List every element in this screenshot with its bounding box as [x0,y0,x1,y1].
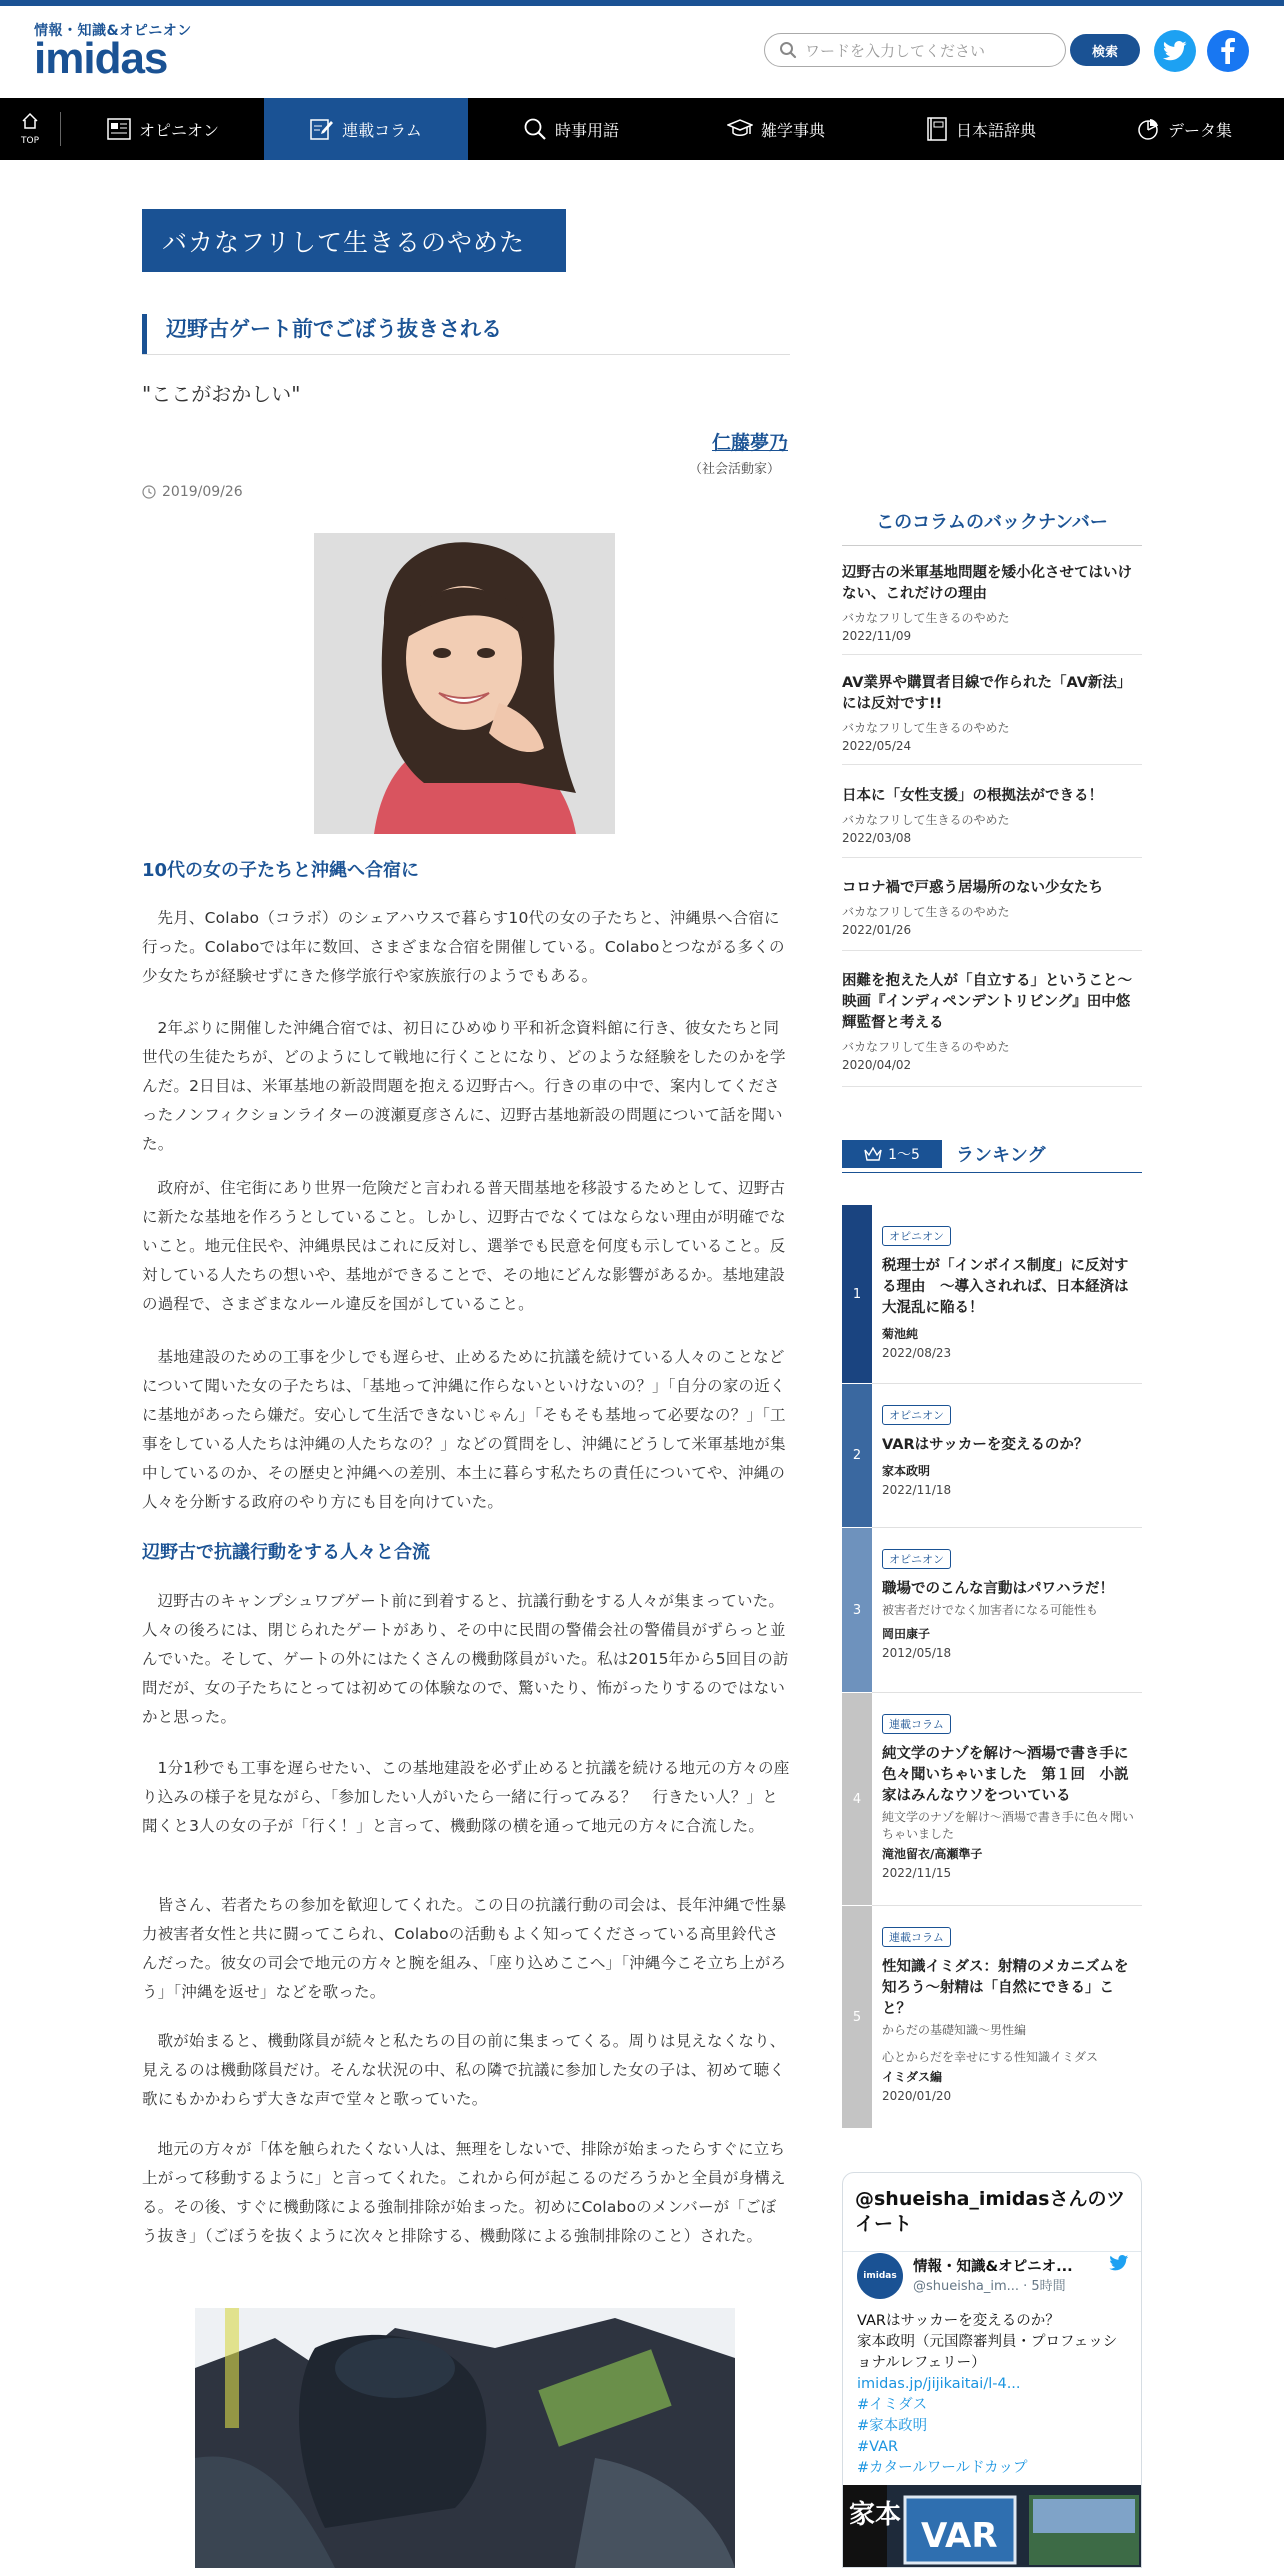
search-input[interactable] [805,40,1055,62]
pie-chart-icon [1136,117,1160,141]
backnumber-separator [842,1086,1142,1087]
ranking-divider [842,1172,1142,1173]
tweet-hashtag[interactable]: #VAR [857,2439,899,2455]
article-paragraph: 1分1秒でも工事を遅らせたい、この基地建設を必ず止めると抗議を続ける地元の方々の座り込みの様子を見ながら、「参加したい人がいたら一緒に行ってみる？ 行きたい人？」と聞くと3人の女の子が「行く！」と言って、機動隊の横を通って地元の方々に合流した。 [142,1759,790,1835]
nav-label-opinion: オピニオン [138,120,219,140]
ranking-heading: ランキング [956,1145,1046,1166]
twitter-timeline-heading: @shueisha_imidasさんのツイート [843,2173,1141,2252]
article-paragraph: 歌が始まると、機動隊員が続々と私たちの目の前に集まってくる。周りは見えなくなり、見えるのは機動隊員だけ。そんな状況の中、私の隣で抗議に参加した女の子は、初めて聴く歌にもかかわらず大きな声で堂々と歌っていた。 [142,2032,786,2108]
clock-icon [142,485,156,499]
tweet-link[interactable]: imidas.jp/jijikaitai/l-4... [857,2376,1021,2392]
tweet-author-handle: @shueisha_im... · 5時間 [913,2279,1066,2294]
site-logo[interactable] [34,20,192,83]
nav-item-opinion[interactable] [62,98,264,160]
search-button[interactable]: 検索 [1070,34,1140,66]
ranking-title: 性知識イミダス：射精のメカニズムを知ろう～射精は「自然にできる」こと？ [882,1959,1129,2017]
opinion-icon [107,118,131,140]
ranking-date: 2022/11/18 [882,1483,952,1497]
title-divider [142,354,790,355]
tweet-hashtag[interactable]: #カタールワールドカップ [857,2460,1028,2476]
backnumber-item[interactable] [842,786,1142,845]
search-icon [779,41,797,59]
nav-item-dictionary[interactable] [878,98,1084,160]
backnumber-date: 2022/05/24 [842,739,912,753]
ranking-title: 税理士が「インボイス制度」に反対する理由 ～導入されれば、日本経済は大混乱に陥る！ [882,1258,1129,1316]
ranking-number: 3 [842,1528,872,1692]
ranking-subtitle: 被害者だけでなく加害者になる可能性も [882,1603,1099,1617]
backnumber-title: AV業界や購買者目線で作られた「AV新法」には反対です!! [842,675,1132,712]
backnumber-divider [842,545,1142,546]
twitter-icon [1163,41,1187,61]
backnumber-separator [842,857,1142,858]
article-paragraph: 先月、Colabo（コラボ）のシェアハウスで暮らす10代の女の子たちと、沖縄県へ合宿に行った。Colaboでは年に数回、さまざまな合宿を開催している。Colaboとつながる多くの少女たちが経験せずにきた修学旅行や家族旅行のようでもある。 [142,909,785,985]
backnumber-item[interactable] [842,563,1142,643]
backnumber-item[interactable] [842,971,1142,1072]
ranking-category: 連載コラム [882,1927,951,1947]
article-title: 辺野古ゲート前でごぼう抜きされる [142,314,790,354]
article-paragraph: 地元の方々が「体を触られたくない人は、無理をしないで、排除が始まったらすぐに立ち上がって移動するように」と言ってくれた。これから何が起こるのだろうかと全員が身構える。その後、すぐに機動隊による強制排除が始まった。初めにColaboのメンバーが「ごぼう抜き」（ごぼうを抜くように次々と排除する、機動隊による強制排除のこと）された。 [142,2140,786,2245]
article-paragraph: 辺野古のキャンプシュワブゲート前に到着すると、抗議行動をする人々が集まっていた。人々の後ろには、閉じられたゲートがあり、その中に民間の警備会社の警備員がずらっと並んでいた。そして、ゲートの外にはたくさんの機動隊員がいた。私は2015年から5回目の訪問だが、女の子たちにとっては初めての体験なので、驚いたり、怖がったりするのではないかと思った。 [142,1592,789,1726]
nav-label-data: データ集 [1167,120,1232,140]
nav-item-trivia[interactable] [674,98,878,160]
global-nav [0,98,1284,160]
home-icon [21,112,39,130]
ranking-date: 2020/01/20 [882,2089,952,2103]
tweet-avatar: imidas [857,2253,903,2299]
backnumber-title: 困難を抱えた人が「自立する」ということ〜映画『インディペンデントリビング』田中悠輝監督と考える [842,973,1132,1031]
nav-item-terms[interactable] [468,98,674,160]
ranking-number: 4 [842,1693,872,1905]
logo-tagline: 情報・知識&オピニオン [34,23,192,39]
nav-label-column: 連載コラム [342,120,422,140]
graduation-cap-icon [727,118,753,140]
site-header [0,6,1284,98]
ranking-header [842,1140,1142,1170]
article-paragraph: 皆さん、若者たちの参加を歓迎してくれた。この日の抗議行動の司会は、長年沖縄で性暴力被害者女性と共に闘ってこられ、Colaboの活動もよく知ってくださっている高里鈴代さんだった。彼女の司会で地元の方々と腕を組み、「座り込めここへ」「沖縄今こそ立ち上がろう」「沖縄を返せ」などを歌った。 [142,1896,787,2001]
tweet-author[interactable] [857,2253,1129,2303]
ranking-subtitle: 純文学のナゾを解け～酒場で書き手に色々聞いちゃいました [882,1810,1134,1841]
backnumber-date: 2022/03/08 [842,831,912,845]
backnumber-series: バカなフリして生きるのやめた [842,1040,1010,1054]
publish-date [142,484,243,500]
backnumber-separator [842,764,1142,765]
backnumber-series: バカなフリして生きるのやめた [842,813,1010,827]
book-icon [926,117,948,141]
tweet-media[interactable] [843,2485,1142,2568]
ranking-author: 家本政明 [882,1464,931,1478]
article-paragraph: 政府が、住宅街にあり世界一危険だと言われる普天間基地を移設するためとして、辺野古に新たな基地を作ろうとしていること。しかし、辺野古でなくてはならない理由が明確でないこと。地元住民や、沖縄県民はこれに反対し、選挙でも民意を何度も示していること。反対している人たちの想いや、基地ができることで、その地にどんな影響があるか。基地建設の過程で、さまざまなルール違反を国がしていること。 [142,1179,786,1313]
ranking-category: 連載コラム [882,1714,951,1734]
backnumber-separator [842,654,1142,655]
logo-wordmark: imidas [34,34,168,83]
ranking-author: 菊池純 [882,1327,919,1341]
tweet-hashtag[interactable]: #イミダス [857,2397,928,2413]
ranking-subtitle: からだの基礎知識～男性編 [882,2023,1027,2037]
crown-icon [864,1147,882,1161]
publish-date-text: 2019/09/26 [162,484,243,500]
twitter-timeline[interactable] [842,2172,1142,2568]
ranking-item[interactable] [842,1205,1142,1383]
nav-top-label: TOP [20,136,39,146]
backnumber-item[interactable] [842,673,1142,753]
ranking-author: 岡田康子 [882,1627,931,1641]
backnumber-title: 辺野古の米軍基地問題を矮小化させてはいけない、これだけの理由 [842,565,1132,602]
ranking-range-text: 1～5 [888,1147,920,1163]
magnifier-icon [523,117,547,141]
facebook-link[interactable] [1207,30,1249,72]
ranking-date: 2022/08/23 [882,1346,952,1360]
ranking-date: 2022/11/15 [882,1866,952,1880]
backnumber-heading: このコラムのバックナンバー [876,512,1108,533]
facebook-icon [1221,38,1235,64]
tweet-author-name: 情報・知識&オピニオ... [913,2259,1073,2275]
ranking-number: 1 [842,1205,872,1383]
backnumber-series: バカなフリして生きるのやめた [842,905,1010,919]
article-subtitle: "ここがおかしい" [142,382,301,406]
ranking-item[interactable] [842,1906,1142,2128]
ranking-item[interactable] [842,1693,1142,1905]
section-heading-1: 10代の女の子たちと沖縄へ合宿に [142,860,420,881]
nav-top-link[interactable] [0,98,60,160]
tweet-media-caption: 家本 [849,2500,902,2530]
tweet-text [857,2311,1129,2479]
ranking-date: 2012/05/18 [882,1646,952,1660]
series-title-box[interactable]: バカなフリして生きるのやめた [142,209,566,272]
nav-label-dictionary: 日本語辞典 [955,120,1036,140]
ranking-title: 純文学のナゾを解け～酒場で書き手に色々聞いちゃいました 第１回 小説家はみんなウソをついている [882,1746,1129,1804]
pencil-note-icon [310,118,334,140]
tweet-hashtag[interactable]: #家本政明 [857,2418,928,2434]
backnumber-date: 2022/11/09 [842,629,912,643]
author-photo [314,533,615,834]
backnumber-item[interactable] [842,878,1142,937]
backnumber-date: 2020/04/02 [842,1058,912,1072]
backnumber-series: バカなフリして生きるのやめた [842,721,1010,735]
ranking-number: 5 [842,1906,872,2128]
author-role: （社会活動家） [688,462,780,477]
nav-item-column[interactable] [264,98,468,160]
ranking-category: オピニオン [882,1226,951,1246]
nav-item-data[interactable] [1084,98,1284,160]
nav-label-terms: 時事用語 [554,120,619,140]
ranking-category: オピニオン [882,1549,951,1569]
backnumber-date: 2022/01/26 [842,923,912,937]
tweet-line: VARはサッカーを変えるのか？ [857,2313,1060,2329]
search-box [764,33,1066,67]
tweet-media-badge: VAR [921,2516,998,2556]
ranking-author: 滝池留衣/高瀬準子 [882,1847,983,1861]
ranking-item[interactable] [842,1384,1142,1527]
ranking-number: 2 [842,1384,872,1527]
ranking-author: イミダス編 [882,2070,943,2084]
ranking-range-badge[interactable] [842,1140,942,1168]
tweet-line: 家本政明（元国際審判員・プロフェッショナルレフェリー） [857,2334,1118,2371]
author-link[interactable]: 仁藤夢乃 [711,432,788,454]
article-paragraph: 基地建設のための工事を少しでも遅らせ、止めるために抗議を続けている人々のことなどについて聞いた女の子たちは、「基地って沖縄に作らないといけないの？」「自分の家の近くに基地があったら嫌だ。安心して生活できないじゃん」「そもそも基地って必要なの？」「工事をしている人たちは沖縄の人たちなの？」などの質問をし、沖縄にどうして米軍基地が集中しているのか、その歴史と沖縄への差別、本土に暮らす私たちの責任についてや、沖縄の人々を分断する政府のやり方にも目を向けていた。 [142,1348,786,1511]
protest-photo [195,2308,735,2568]
backnumber-series: バカなフリして生きるのやめた [842,611,1010,625]
section-heading-2: 辺野古で抗議行動をする人々と合流 [142,1542,430,1563]
backnumber-title: 日本に「女性支援」の根拠法ができる！ [842,788,1103,804]
twitter-link[interactable] [1154,30,1196,72]
nav-divider [60,112,61,146]
ranking-item[interactable] [842,1528,1142,1692]
ranking-subtitle-2: 心とからだを幸せにする性知識イミダス [882,2050,1099,2064]
ranking-title: 職場でのこんな言動はパワハラだ！ [882,1581,1114,1597]
ranking-title: VARはサッカーを変えるのか？ [882,1437,1089,1453]
ranking-category: オピニオン [882,1405,951,1425]
article-paragraph: 2年ぶりに開催した沖縄合宿では、初日にひめゆり平和祈念資料館に行き、彼女たちと同世代の生徒たちが、どのようにして戦地に行くことになり、どのような経験をしたのかを学んだ。2日目は、米軍基地の新設問題を抱える辺野古へ。行きの車の中で、案内してくださったノンフィクションライターの渡瀬夏彦さんに、辺野古基地新設の問題について話を聞いた。 [142,1019,786,1153]
backnumber-separator [842,950,1142,951]
nav-label-trivia: 雑学事典 [760,120,825,140]
backnumber-title: コロナ禍で戸惑う居場所のない少女たち [842,880,1103,896]
twitter-bird-icon [1109,2255,1129,2271]
